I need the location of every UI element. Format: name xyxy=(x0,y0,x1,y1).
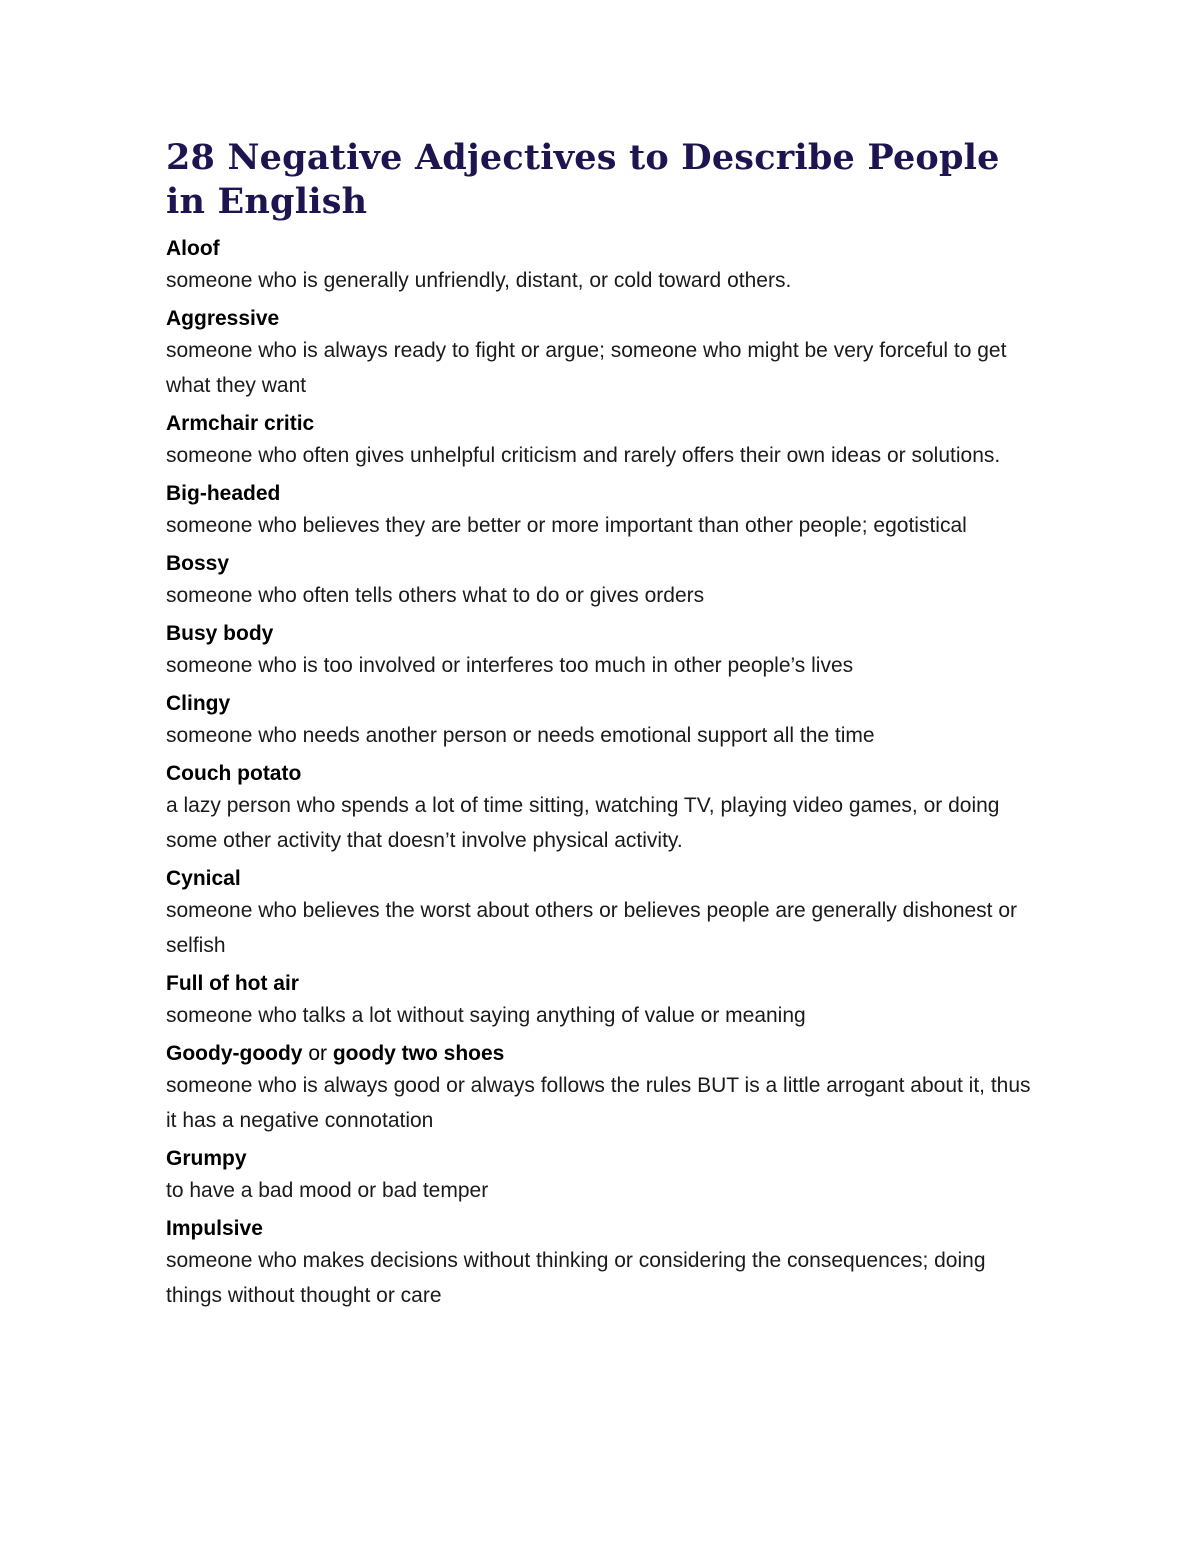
entry-goody-goody xyxy=(166,1040,1046,1138)
entry-definition: someone who often gives unhelpful criticism and rarely offers their own ideas or solutions. xyxy=(166,444,1001,467)
entry-bossy xyxy=(166,550,1046,613)
entry-definition: to have a bad mood or bad temper xyxy=(166,1179,489,1202)
entry-definition: a lazy person who spends a lot of time sitting, watching TV, playing video games, or doing some other activity that doesn’t involve physical activity. xyxy=(166,794,1000,852)
entry-term: Clingy xyxy=(166,692,231,715)
document-title: 28 Negative Adjectives to Describe People in English xyxy=(166,137,1000,222)
entry-definition: someone who is too involved or interferes too much in other people’s lives xyxy=(166,654,854,677)
entry-cynical xyxy=(166,865,1046,963)
entry-definition: someone who believes the worst about others or believes people are generally dishonest or selfish xyxy=(166,899,1018,957)
entry-definition: someone who is always ready to fight or argue; someone who might be very forceful to get what they want xyxy=(166,339,1007,397)
entry-definition: someone who is always good or always follows the rules BUT is a little arrogant about it, thus it has a negative connotation xyxy=(166,1074,1031,1132)
entry-term: Bossy xyxy=(166,552,230,575)
entry-term-alt: goody two shoes xyxy=(332,1042,505,1065)
entry-impulsive xyxy=(166,1215,1046,1313)
entry-term: Grumpy xyxy=(166,1147,247,1170)
entry-couch-potato xyxy=(166,760,1046,858)
entry-definition: someone who makes decisions without thinking or considering the consequences; doing things without thought or care xyxy=(166,1249,986,1307)
entry-term: Full of hot air xyxy=(166,972,299,995)
entry-term: Cynical xyxy=(166,867,241,890)
entry-term-compound xyxy=(166,1040,1046,1068)
entry-term: Aggressive xyxy=(166,307,280,330)
entry-term: Couch potato xyxy=(166,762,302,785)
entry-definition: someone who often tells others what to do or gives orders xyxy=(166,584,705,607)
entry-armchair-critic xyxy=(166,410,1046,473)
entry-big-headed xyxy=(166,480,1046,543)
entry-definition: someone who believes they are better or more important than other people; egotistical xyxy=(166,514,967,537)
entry-term: Aloof xyxy=(166,237,220,260)
entry-term: Goody-goody xyxy=(166,1042,303,1065)
entry-grumpy xyxy=(166,1145,1046,1208)
entry-term: Armchair critic xyxy=(166,412,315,435)
entry-term: Busy body xyxy=(166,622,274,645)
term-connector: or xyxy=(308,1042,328,1065)
entry-definition: someone who needs another person or needs emotional support all the time xyxy=(166,724,875,747)
entry-full-of-hot-air xyxy=(166,970,1046,1033)
entry-busy-body xyxy=(166,620,1046,683)
entry-term: Big-headed xyxy=(166,482,281,505)
entry-clingy xyxy=(166,690,1046,753)
entry-definition: someone who talks a lot without saying anything of value or meaning xyxy=(166,1004,806,1027)
entry-aggressive xyxy=(166,305,1046,403)
document-page xyxy=(166,136,1046,1320)
entry-definition: someone who is generally unfriendly, distant, or cold toward others. xyxy=(166,269,792,292)
entry-aloof xyxy=(166,235,1046,298)
entry-term: Impulsive xyxy=(166,1217,263,1240)
